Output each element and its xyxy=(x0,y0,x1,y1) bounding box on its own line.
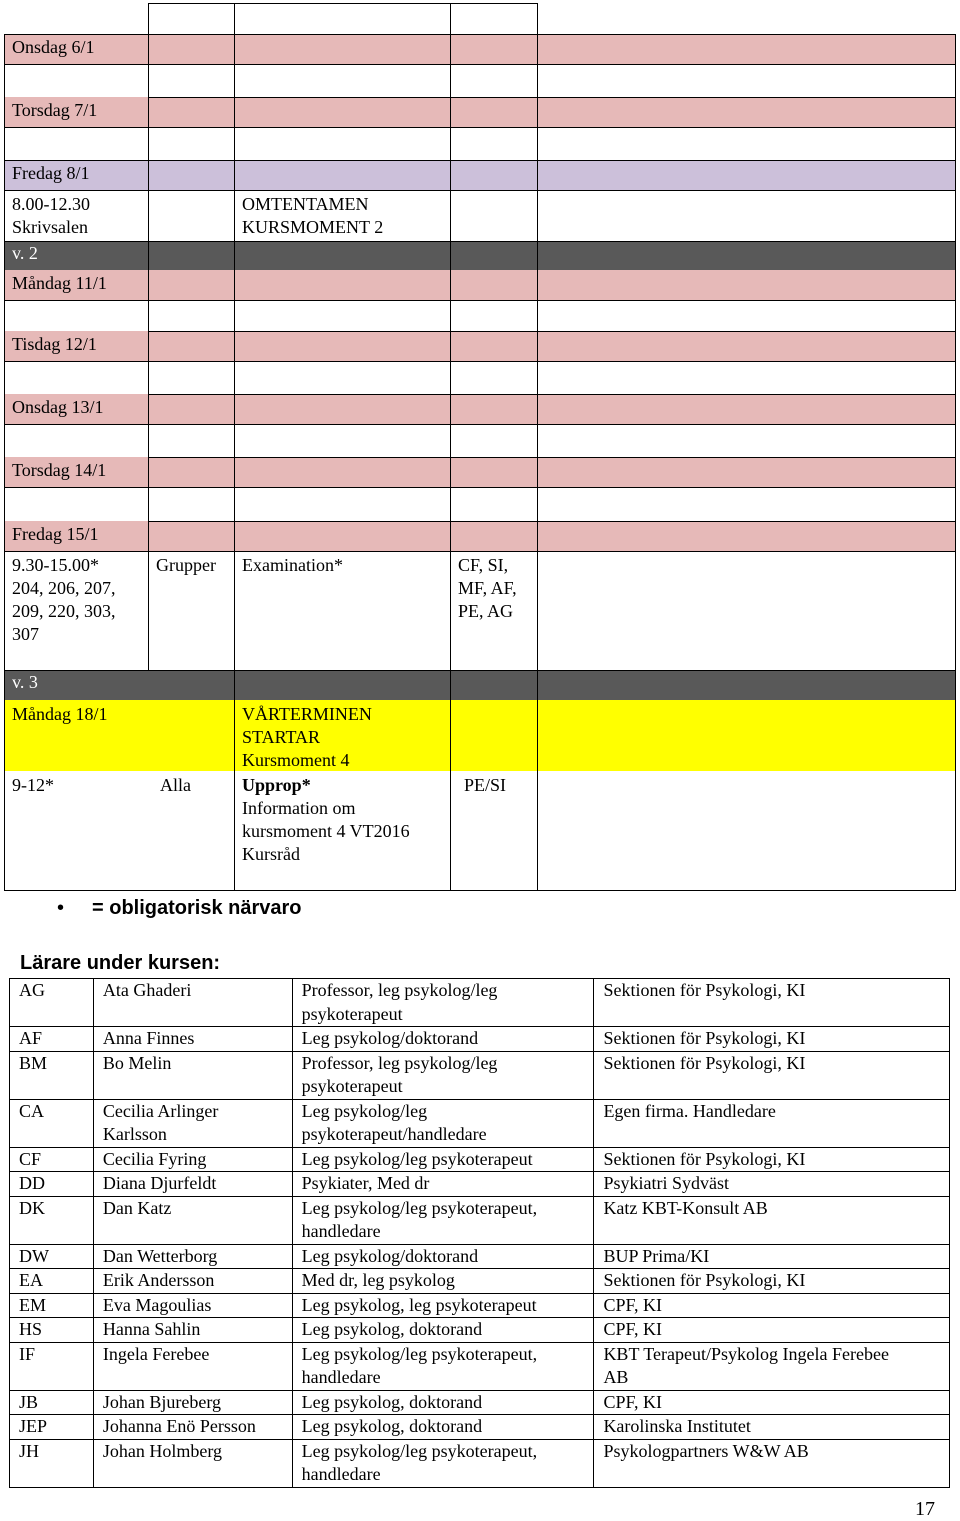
teacher-name: Ingela Ferebee xyxy=(93,1342,292,1390)
teacher-code: AG xyxy=(10,979,94,1027)
teacher-title: Leg psykolog, leg psykoterapeut xyxy=(292,1293,594,1318)
table-row xyxy=(10,1293,950,1318)
teacher-code: JH xyxy=(10,1439,94,1487)
teacher-name: Anna Finnes xyxy=(93,1027,292,1052)
teacher-title: Leg psykolog, doktorand xyxy=(292,1415,594,1440)
table-row xyxy=(10,1342,950,1390)
table-row xyxy=(10,979,950,1027)
table-row xyxy=(10,1172,950,1197)
teacher-code: DW xyxy=(10,1244,94,1269)
teachers-table xyxy=(9,978,950,1488)
teacher-name: Erik Andersson xyxy=(93,1269,292,1294)
teacher-affiliation: Sektionen för Psykologi, KI xyxy=(594,1147,950,1172)
day-band-fredag-15 xyxy=(4,521,956,551)
teacher-affiliation: KBT Terapeut/Psykolog Ingela Ferebee AB xyxy=(594,1342,950,1390)
week-bar-v3 xyxy=(4,670,956,700)
teacher-code: DD xyxy=(10,1172,94,1197)
teacher-title: Leg psykolog/doktorand xyxy=(292,1027,594,1052)
activity-title: Upprop* xyxy=(242,775,311,795)
teacher-code: EM xyxy=(10,1293,94,1318)
day-label: Torsdag 7/1 xyxy=(12,100,98,120)
teacher-title: Leg psykolog/leg psykoterapeut, handledare xyxy=(292,1439,594,1487)
teacher-name: Eva Magoulias xyxy=(93,1293,292,1318)
day-label: Tisdag 12/1 xyxy=(12,334,97,354)
teacher-name: Hanna Sahlin xyxy=(93,1318,292,1343)
week-label: v. 3 xyxy=(12,672,38,692)
time-label: 9-12* xyxy=(12,775,54,795)
teacher-affiliation: Karolinska Institutet xyxy=(594,1415,950,1440)
teacher-name: Ata Ghaderi xyxy=(93,979,292,1027)
teacher-name: Diana Djurfeldt xyxy=(93,1172,292,1197)
table-row xyxy=(10,1196,950,1244)
teacher-code: DK xyxy=(10,1196,94,1244)
teacher-title: Leg psykolog, doktorand xyxy=(292,1390,594,1415)
activity-line: VÅRTERMINEN xyxy=(242,704,372,724)
activity-line: kursmoment 4 VT2016 xyxy=(242,821,410,841)
teacher-affiliation: Sektionen för Psykologi, KI xyxy=(594,1051,950,1099)
bullet-icon: • xyxy=(57,897,65,919)
teacher-affiliation: Sektionen för Psykologi, KI xyxy=(594,1027,950,1052)
teacher-affiliation: BUP Prima/KI xyxy=(594,1244,950,1269)
table-row xyxy=(10,1051,950,1099)
table-row xyxy=(10,1099,950,1147)
teacher-title: Med dr, leg psykolog xyxy=(292,1269,594,1294)
table-row xyxy=(10,1415,950,1440)
day-band-fredag-8 xyxy=(4,160,956,190)
activity-line: Kursmoment 4 xyxy=(242,750,350,770)
teacher-title: Leg psykolog/leg psykoterapeut xyxy=(292,1147,594,1172)
place-label: Skrivsalen xyxy=(12,217,88,237)
teacher-line: PE, AG xyxy=(458,601,514,621)
week-label: v. 2 xyxy=(12,243,38,263)
day-label: Måndag 18/1 xyxy=(12,704,108,724)
activity-line: Information om xyxy=(242,798,356,818)
time-label: 9.30-15.00* xyxy=(12,555,99,575)
teacher-line: MF, AF, xyxy=(458,578,517,598)
teacher-title: Professor, leg psykolog/leg psykoterapeut xyxy=(292,1051,594,1099)
day-label: Måndag 11/1 xyxy=(12,273,107,293)
teacher-affiliation: Psykiatri Sydväst xyxy=(594,1172,950,1197)
teacher-title: Leg psykolog, doktorand xyxy=(292,1318,594,1343)
group-label: Grupper xyxy=(156,555,216,575)
day-band-torsdag-7 xyxy=(4,97,956,127)
teacher-title: Leg psykolog/leg psykoterapeut, handledare xyxy=(292,1342,594,1390)
room-line: 204, 206, 207, xyxy=(12,578,116,598)
teacher-code: CA xyxy=(10,1099,94,1147)
teacher-affiliation: Sektionen för Psykologi, KI xyxy=(594,979,950,1027)
day-label: Onsdag 13/1 xyxy=(12,397,104,417)
activity-line: KURSMOMENT 2 xyxy=(242,217,384,237)
teacher-affiliation: CPF, KI xyxy=(594,1293,950,1318)
teacher-affiliation: CPF, KI xyxy=(594,1318,950,1343)
activity-line: OMTENTAMEN xyxy=(242,194,369,214)
day-label: Onsdag 6/1 xyxy=(12,37,95,57)
teacher-code: EA xyxy=(10,1269,94,1294)
day-band-onsdag-13 xyxy=(4,394,956,424)
table-row xyxy=(10,1147,950,1172)
teacher-name: Johanna Enö Persson xyxy=(93,1415,292,1440)
table-row xyxy=(10,1390,950,1415)
teacher-title: Leg psykolog/leg psykoterapeut/handledare xyxy=(292,1099,594,1147)
teacher-name: Dan Katz xyxy=(93,1196,292,1244)
activity-line: Kursråd xyxy=(242,844,300,864)
week-bar-v2 xyxy=(4,241,956,270)
teacher-name: Johan Bjureberg xyxy=(93,1390,292,1415)
teacher-title: Leg psykolog/leg psykoterapeut, handledare xyxy=(292,1196,594,1244)
teacher-name: Cecilia Fyring xyxy=(93,1147,292,1172)
teacher-affiliation: Egen firma. Handledare xyxy=(594,1099,950,1147)
teacher-line: CF, SI, xyxy=(458,555,509,575)
table-row xyxy=(10,1027,950,1052)
teacher-name: Cecilia Arlinger Karlsson xyxy=(93,1099,292,1147)
teacher-name: Bo Melin xyxy=(93,1051,292,1099)
teacher-code: JEP xyxy=(10,1415,94,1440)
day-band-tisdag-12 xyxy=(4,331,956,361)
day-band-torsdag-14 xyxy=(4,457,956,487)
teacher-affiliation: Psykologpartners W&W AB xyxy=(594,1439,950,1487)
teacher-code: BM xyxy=(10,1051,94,1099)
room-line: 307 xyxy=(12,624,39,644)
mandatory-note: = obligatorisk närvaro xyxy=(92,897,302,919)
teacher-title: Professor, leg psykolog/leg psykoterapeut xyxy=(292,979,594,1027)
teacher-code: IF xyxy=(10,1342,94,1390)
teacher-code: JB xyxy=(10,1390,94,1415)
day-band-onsdag-6 xyxy=(4,34,956,64)
table-row xyxy=(10,1244,950,1269)
activity-line: STARTAR xyxy=(242,727,321,747)
teachers-heading: Lärare under kursen: xyxy=(20,952,221,974)
table-row xyxy=(10,1269,950,1294)
teacher-name: Dan Wetterborg xyxy=(93,1244,292,1269)
activity-label: Examination* xyxy=(242,555,343,575)
day-label: Fredag 15/1 xyxy=(12,524,99,544)
teacher-label: PE/SI xyxy=(464,775,507,795)
day-label: Torsdag 14/1 xyxy=(12,460,107,480)
day-band-mandag-11 xyxy=(4,270,956,300)
room-line: 209, 220, 303, xyxy=(12,601,116,621)
teacher-name: Johan Holmberg xyxy=(93,1439,292,1487)
table-row xyxy=(10,1318,950,1343)
day-label: Fredag 8/1 xyxy=(12,163,90,183)
teacher-title: Psykiater, Med dr xyxy=(292,1172,594,1197)
day-band-mandag-18 xyxy=(4,700,956,771)
group-label: Alla xyxy=(160,775,191,795)
page-number: 17 xyxy=(915,1498,935,1520)
teacher-code: AF xyxy=(10,1027,94,1052)
time-label: 8.00-12.30 xyxy=(12,194,90,214)
teacher-code: HS xyxy=(10,1318,94,1343)
teacher-affiliation: CPF, KI xyxy=(594,1390,950,1415)
teacher-affiliation: Katz KBT-Konsult AB xyxy=(594,1196,950,1244)
teacher-code: CF xyxy=(10,1147,94,1172)
teacher-affiliation: Sektionen för Psykologi, KI xyxy=(594,1269,950,1294)
teacher-title: Leg psykolog/doktorand xyxy=(292,1244,594,1269)
table-row xyxy=(10,1439,950,1487)
